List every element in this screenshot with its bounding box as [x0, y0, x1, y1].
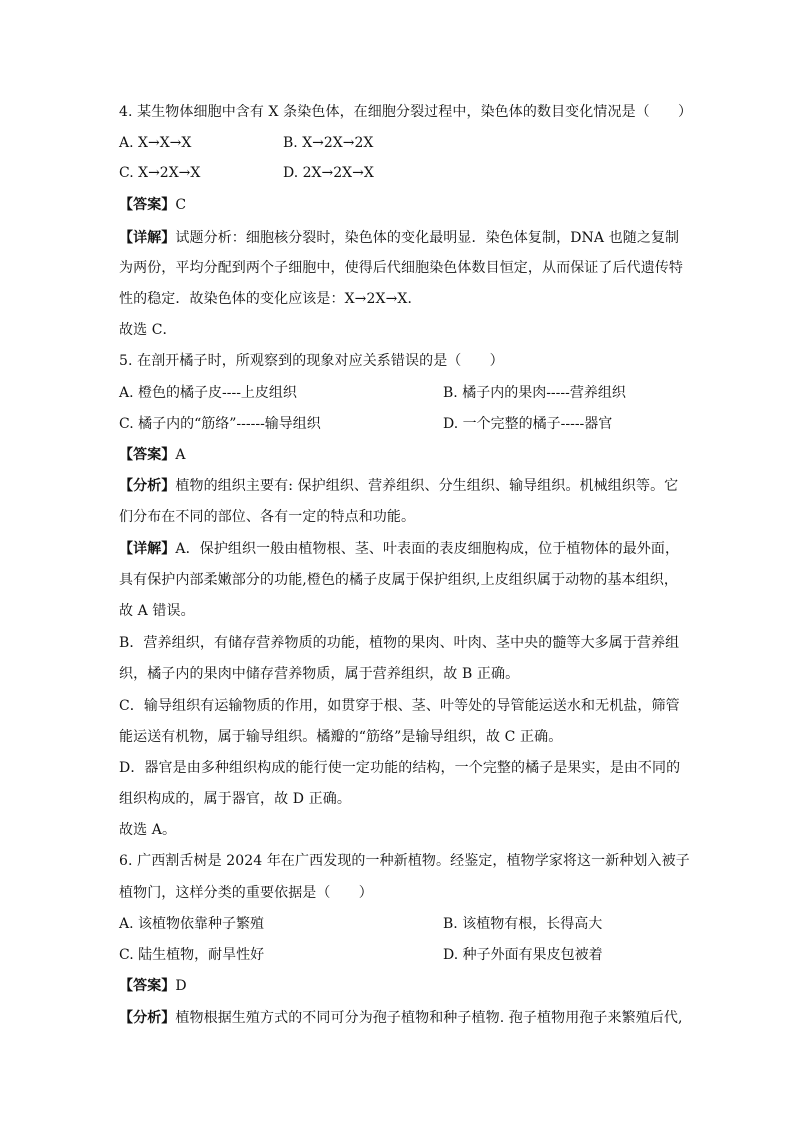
q5-detail-line-5: 织，橘子内的果肉中储存营养物质，属于营养组织，故 B 正确。: [119, 666, 520, 682]
q5-option-b: B. 橘子内的果肉-----营养组织: [443, 385, 626, 401]
q6-option-a: A. 该植物依靠种子繁殖: [119, 916, 265, 932]
q4-conclusion: 故选 C．: [119, 322, 177, 338]
q6-option-b: B. 该植物有根，长得高大: [443, 916, 603, 932]
q5-detail-line-7: 能运送有机物，属于输导组织。橘瓣的“筋络”是输导组织，故 C 正确。: [119, 729, 563, 745]
detail-tag: 【详解】: [119, 230, 176, 246]
q4-stem: 4. 某生物体细胞中含有 X 条染色体，在细胞分裂过程中，染色体的数目变化情况是（ ）: [119, 104, 693, 120]
analysis-text: 植物的组织主要有: 保护组织、营养组织、分生组织、输导组织。机械组织等。它: [175, 478, 679, 494]
q5-detail-line-8: D．器官是由多种组织构成的能行使一定功能的结构，一个完整的橘子是果实，是由不同的: [119, 760, 681, 776]
q4-option-d: D. 2X→2X→X: [283, 165, 374, 181]
analysis-tag: 【分析】: [119, 1010, 176, 1026]
answer-tag: 【答案】: [119, 447, 176, 463]
q5-detail-line-4: B．营养组织，有储存营养物质的功能，植物的果肉、叶肉、茎中央的髓等大多属于营养组: [119, 635, 680, 651]
q5-option-a: A. 橙色的橘子皮----上皮组织: [119, 385, 297, 401]
q6-option-c: C. 陆生植物，耐旱性好: [119, 947, 265, 963]
answer-tag: 【答案】: [119, 978, 176, 994]
q5-stem: 5. 在剖开橘子时，所观察到的现象对应关系错误的是（ ）: [119, 353, 504, 369]
q5-detail-line-9: 组织构成的，属于器官，故 D 正确。: [119, 791, 351, 807]
q5-answer: [119, 445, 679, 465]
answer-value: D: [175, 978, 187, 994]
analysis-tag: 【分析】: [119, 478, 176, 494]
q4-detail-line-1: [119, 228, 679, 248]
detail-text: 试题分析：细胞核分裂时，染色体的变化最明显．染色体复制，DNA 也随之复制: [175, 230, 680, 246]
detail-text: A．保护组织一般由植物根、茎、叶表面的表皮细胞构成，位于植物体的最外面，: [175, 541, 680, 557]
q5-analysis-line-1: [119, 476, 679, 496]
q4-option-b: B. X→2X→2X: [283, 135, 374, 151]
q5-option-c: C. 橘子内的“筋络”------输导组织: [119, 416, 321, 432]
q6-analysis-line-1: [119, 1008, 683, 1028]
answer-value: C: [175, 197, 187, 213]
q4-detail-line-3: 性的稳定．故染色体的变化应该是：X→2X→X．: [119, 291, 422, 307]
q5-option-d: D. 一个完整的橘子-----器官: [443, 416, 613, 432]
q6-stem-line-2: 植物门，这样分类的重要依据是（ ）: [119, 885, 373, 901]
q5-detail-line-2: 具有保护内部柔嫩部分的功能,橙色的橘子皮属于保护组织,上皮组织属于动物的基本组织，: [119, 572, 678, 588]
q6-stem-line-1: 6. 广西割舌树是 2024 年在广西发现的一种新植物。经鉴定，植物学家将这一新种划入被子: [119, 853, 690, 869]
q6-option-d: D. 种子外面有果皮包被着: [443, 947, 603, 963]
q6-answer: [119, 976, 679, 996]
q5-detail-line-1: [119, 539, 679, 559]
q4-detail-line-2: 为两份，平均分配到两个子细胞中，使得后代细胞染色体数目恒定，从而保证了后代遗传特: [119, 260, 683, 276]
q5-conclusion: 故选 A。: [119, 822, 177, 838]
analysis-text: 植物根据生殖方式的不同可分为孢子植物和种子植物. 孢子植物用孢子来繁殖后代,: [175, 1010, 683, 1026]
q5-detail-line-3: 故 A 错误。: [119, 603, 195, 619]
q4-answer: [119, 195, 679, 215]
answer-value: A: [175, 447, 186, 463]
q4-option-a: A. X→X→X: [119, 135, 192, 151]
q5-detail-line-6: C．输导组织有运输物质的作用，如贯穿于根、茎、叶等处的导管能运送水和无机盐，筛管: [119, 698, 680, 714]
q5-analysis-line-2: 们分布在不同的部位、各有一定的特点和功能。: [119, 509, 416, 525]
answer-tag: 【答案】: [119, 197, 176, 213]
q4-option-c: C. X→2X→X: [119, 165, 201, 181]
detail-tag: 【详解】: [119, 541, 176, 557]
